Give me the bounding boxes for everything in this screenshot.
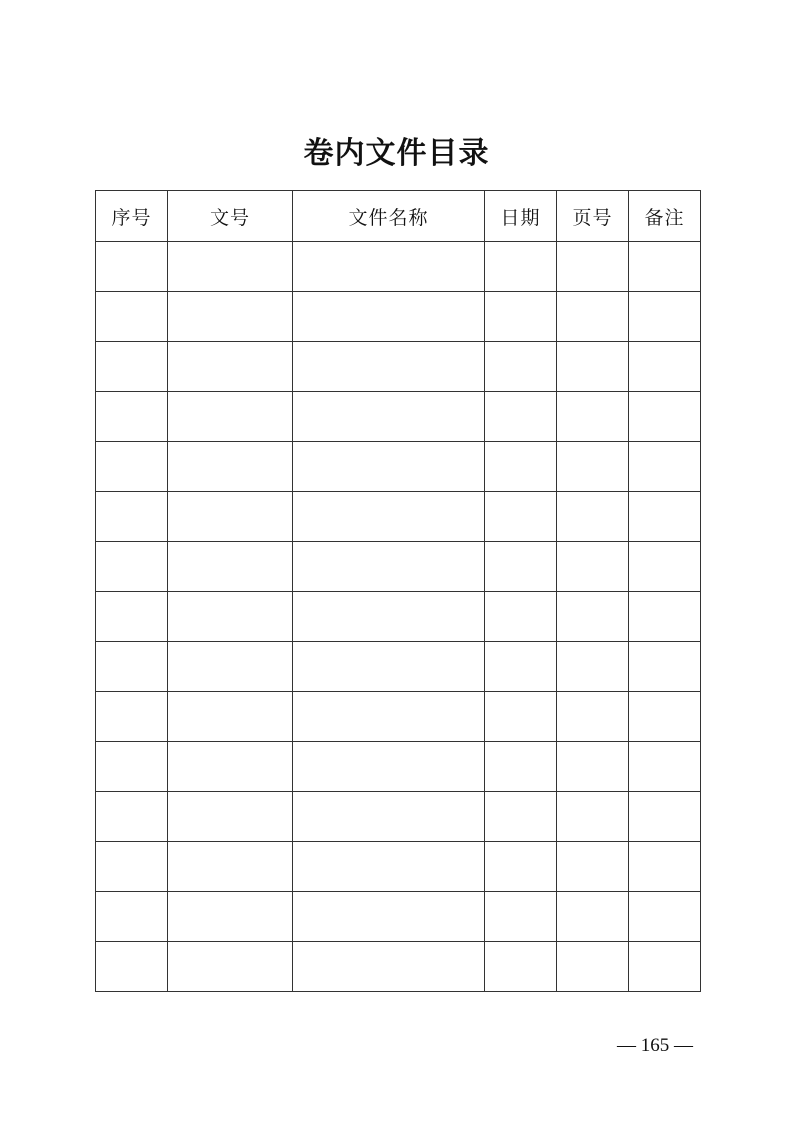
table-cell: [293, 292, 485, 342]
table-cell: [557, 342, 629, 392]
table-cell: [293, 642, 485, 692]
table-cell: [485, 742, 557, 792]
table-cell: [293, 492, 485, 542]
table-cell: [168, 442, 293, 492]
table-cell: [293, 692, 485, 742]
table-cell: [629, 942, 701, 992]
table-cell: [485, 642, 557, 692]
table-row: [96, 792, 701, 842]
table-cell: [629, 492, 701, 542]
table-row: [96, 592, 701, 642]
table-cell: [629, 892, 701, 942]
table-cell: [485, 342, 557, 392]
table-cell: [485, 942, 557, 992]
table-cell: [485, 892, 557, 942]
table-cell: [168, 692, 293, 742]
column-header-remarks: 备注: [629, 191, 701, 242]
table-header-row: [96, 191, 701, 242]
table-row: [96, 842, 701, 892]
table-row: [96, 542, 701, 592]
table-cell: [168, 242, 293, 292]
table-row: [96, 242, 701, 292]
table-cell: [557, 792, 629, 842]
table-cell: [96, 392, 168, 442]
table-cell: [168, 592, 293, 642]
table-cell: [293, 342, 485, 392]
table-cell: [557, 742, 629, 792]
table-cell: [168, 642, 293, 692]
table-cell: [96, 292, 168, 342]
table-cell: [293, 242, 485, 292]
table-cell: [485, 242, 557, 292]
table-cell: [629, 842, 701, 892]
table-cell: [629, 792, 701, 842]
table-cell: [168, 792, 293, 842]
table-cell: [557, 542, 629, 592]
table-cell: [557, 492, 629, 542]
table-cell: [557, 942, 629, 992]
table-cell: [629, 692, 701, 742]
table-cell: [629, 592, 701, 642]
table-cell: [96, 542, 168, 592]
table-row: [96, 292, 701, 342]
column-header-document-number: 文号: [168, 191, 293, 242]
table-cell: [629, 642, 701, 692]
table-row: [96, 392, 701, 442]
table-cell: [168, 742, 293, 792]
table-cell: [96, 692, 168, 742]
table-row: [96, 892, 701, 942]
table-row: [96, 342, 701, 392]
table-cell: [293, 442, 485, 492]
table-cell: [96, 592, 168, 642]
table-cell: [168, 392, 293, 442]
table-cell: [557, 692, 629, 742]
table-cell: [557, 892, 629, 942]
column-header-serial-number: 序号: [96, 191, 168, 242]
table-cell: [485, 492, 557, 542]
table-cell: [168, 292, 293, 342]
table-cell: [96, 442, 168, 492]
table-row: [96, 742, 701, 792]
table-cell: [293, 892, 485, 942]
table-cell: [485, 792, 557, 842]
table-cell: [293, 942, 485, 992]
table-cell: [629, 392, 701, 442]
table-row: [96, 492, 701, 542]
table-cell: [96, 342, 168, 392]
table-cell: [168, 892, 293, 942]
page-title: 卷内文件目录: [303, 136, 490, 171]
table-cell: [557, 592, 629, 642]
table-cell: [293, 742, 485, 792]
table-cell: [96, 842, 168, 892]
table-cell: [629, 242, 701, 292]
table-cell: [629, 742, 701, 792]
table-cell: [485, 442, 557, 492]
table-cell: [96, 242, 168, 292]
table-cell: [557, 842, 629, 892]
table-cell: [485, 542, 557, 592]
table-cell: [168, 492, 293, 542]
table-cell: [485, 842, 557, 892]
table-cell: [629, 542, 701, 592]
table-cell: [557, 642, 629, 692]
column-header-date: 日期: [485, 191, 557, 242]
table-cell: [557, 442, 629, 492]
table-cell: [629, 342, 701, 392]
table-cell: [96, 742, 168, 792]
column-header-document-title: 文件名称: [293, 191, 485, 242]
table-cell: [96, 892, 168, 942]
table-row: [96, 692, 701, 742]
table-cell: [485, 392, 557, 442]
table-cell: [168, 842, 293, 892]
table-cell: [293, 792, 485, 842]
table-cell: [293, 842, 485, 892]
table-cell: [293, 392, 485, 442]
table-cell: [293, 592, 485, 642]
table-body: [96, 242, 701, 992]
page-number: — 165 —: [617, 1035, 693, 1056]
catalog-table: [95, 190, 701, 992]
table-cell: [293, 542, 485, 592]
table-cell: [557, 292, 629, 342]
table-cell: [168, 342, 293, 392]
table-cell: [96, 792, 168, 842]
table-cell: [96, 942, 168, 992]
table-cell: [485, 592, 557, 642]
table-cell: [557, 392, 629, 442]
table-cell: [96, 492, 168, 542]
table-cell: [485, 692, 557, 742]
column-header-page-number: 页号: [557, 191, 629, 242]
table-cell: [168, 542, 293, 592]
table-row: [96, 442, 701, 492]
table-row: [96, 642, 701, 692]
table-cell: [557, 242, 629, 292]
table-cell: [629, 292, 701, 342]
table-cell: [629, 442, 701, 492]
table-row: [96, 942, 701, 992]
table-cell: [168, 942, 293, 992]
table-cell: [96, 642, 168, 692]
table-cell: [485, 292, 557, 342]
